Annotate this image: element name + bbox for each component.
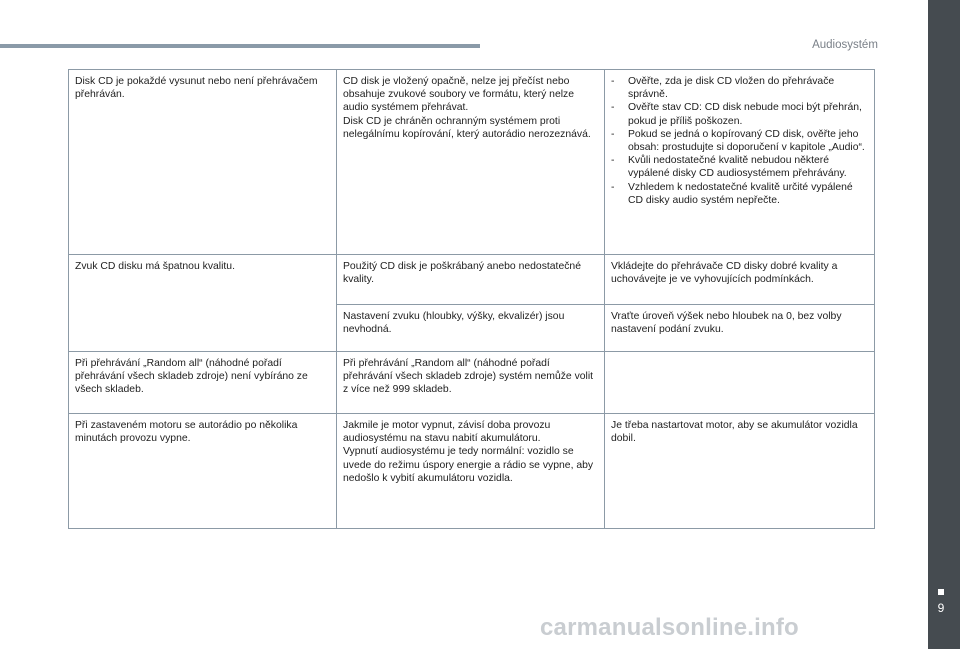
side-bar: [928, 0, 960, 649]
table-row: [69, 255, 875, 305]
solution-cell: Vkládejte do přehrávače CD disky dobré kvality a uchovávejte je ve vyhovujících podmínkách.: [605, 255, 875, 305]
solution-bullet: - Ověřte, zda je disk CD vložen do přehrávače správně.: [611, 76, 835, 101]
table-row: [69, 70, 875, 255]
solution-cell: [605, 352, 875, 414]
solution-bullet: - Ověřte stav CD: CD disk nebude moci být přehrán, pokud je příliš poškozen.: [611, 102, 862, 127]
header-rule: [0, 44, 480, 48]
page-marker-icon: [938, 589, 944, 595]
watermark: carmanualsonline.info: [540, 614, 799, 641]
page-number: 9: [937, 601, 945, 615]
solution-cell: Je třeba nastartovat motor, aby se akumulátor vozidla dobil.: [605, 414, 875, 529]
problem-cell: Zvuk CD disku má špatnou kvalitu.: [69, 255, 337, 352]
cause-cell: Při přehrávání „Random all“ (náhodné pořadí přehrávání všech skladeb zdroje) systém nemůže volit z více než 999 skladeb.: [337, 352, 605, 414]
cause-cell: Použitý CD disk je poškrábaný anebo nedostatečné kvality.: [337, 255, 605, 305]
troubleshooting-table: [68, 69, 875, 529]
solution-cell: [605, 70, 875, 255]
cause-cell: CD disk je vložený opačně, nelze jej přečíst nebo obsahuje zvukové soubory ve formátu, který nelze audio systémem přehrávat. Disk CD je chráněn ochranným systémem proti nelegálnímu kopírování, který autorádio nerozeznává.: [337, 70, 605, 255]
problem-cell: Při zastaveném motoru se autorádio po několika minutách provozu vypne.: [69, 414, 337, 529]
section-title: Audiosystém: [812, 39, 878, 51]
solution-bullet: - Kvůli nedostatečné kvalitě nebudou některé vypálené disky CD audiosystémem přehrávány.: [611, 155, 847, 180]
table-row: [69, 352, 875, 414]
solution-bullet: - Vzhledem k nedostatečné kvalitě určité vypálené CD disky audio systém nepřečte.: [611, 181, 853, 206]
problem-cell: Při přehrávání „Random all“ (náhodné pořadí přehrávání všech skladeb zdroje) není vybíráno ze všech skladeb.: [69, 352, 337, 414]
table-row: [69, 414, 875, 529]
solution-cell: Vraťte úroveň výšek nebo hloubek na 0, bez volby nastavení podání zvuku.: [605, 305, 875, 352]
problem-cell: Disk CD je pokaždé vysunut nebo není přehrávačem přehráván.: [69, 70, 337, 255]
solution-bullet: - Pokud se jedná o kopírovaný CD disk, ověřte jeho obsah: prostudujte si doporučení v kapitole „Audio“.: [611, 128, 865, 154]
cause-cell: Jakmile je motor vypnut, závisí doba provozu audiosystému na stavu nabití akumulátoru. Vypnutí audiosystému je tedy normální: vozidlo se uvede do režimu úspory energie a rádio se vypne, aby nedošlo k vybití akumulátoru vozidla.: [337, 414, 605, 529]
cause-cell: Nastavení zvuku (hloubky, výšky, ekvalizér) jsou nevhodná.: [337, 305, 605, 352]
